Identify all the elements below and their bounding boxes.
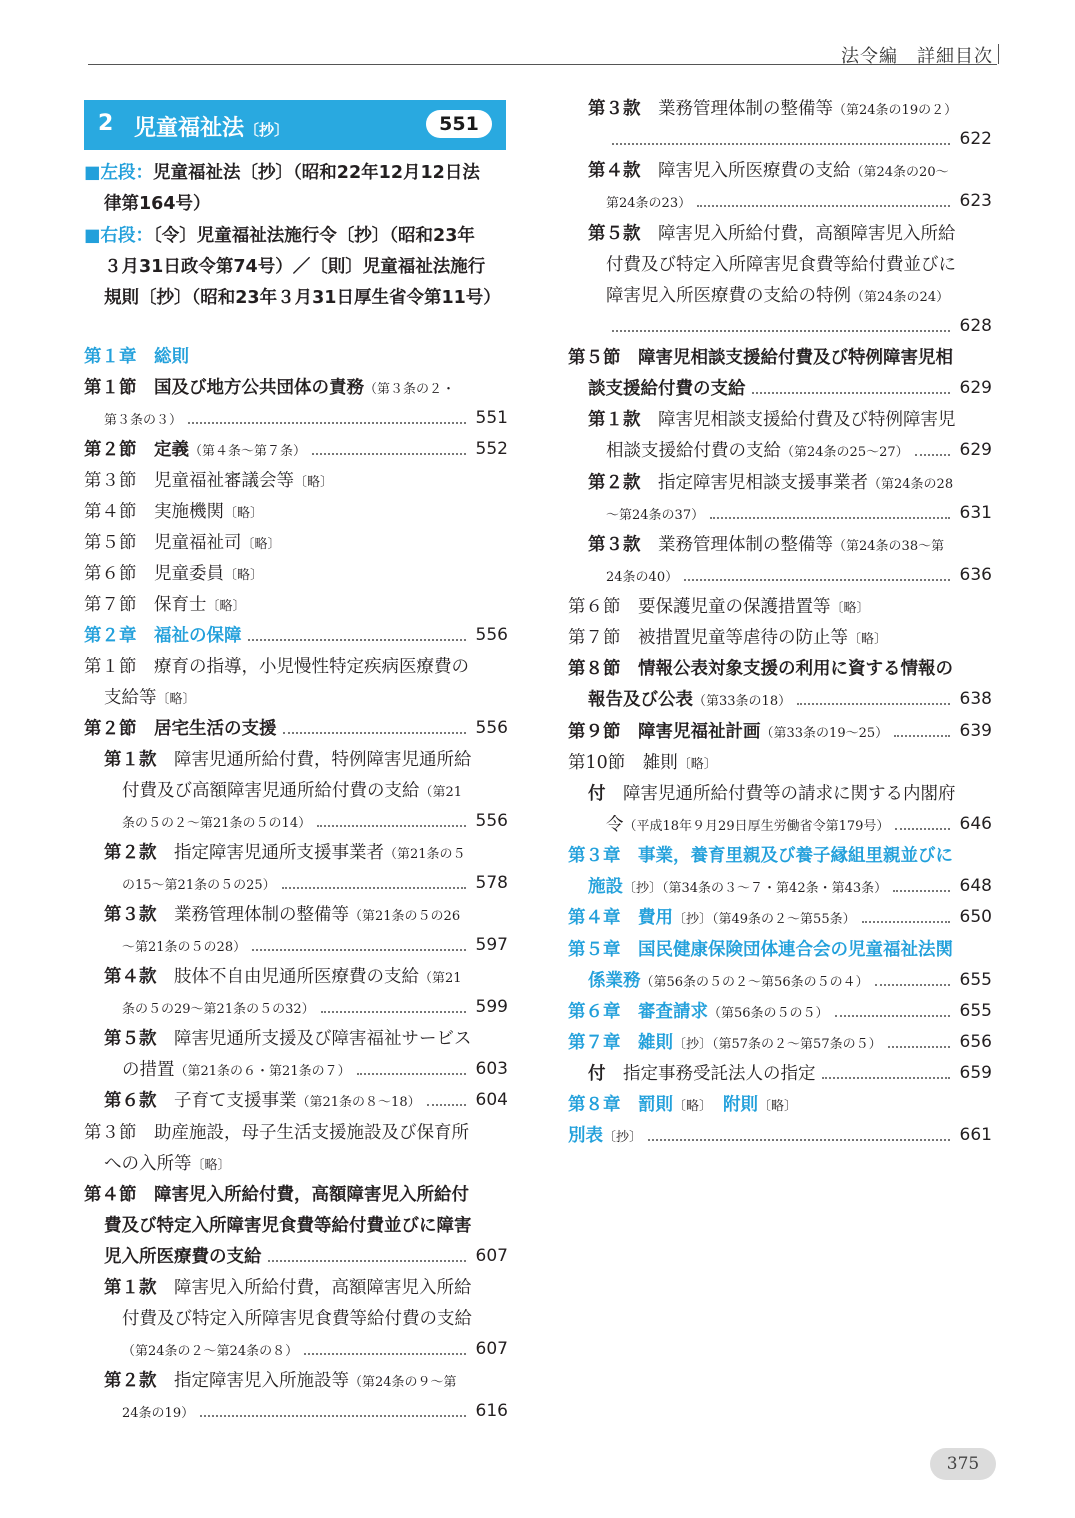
toc-entry bbox=[588, 472, 953, 496]
dot-leader bbox=[188, 422, 466, 424]
intro-left-line-1: ■左段：児童福祉法〔抄〕（昭和22年12月12日法 bbox=[84, 163, 480, 183]
toc-entry-bold: 費及び特定入所障害児食費等給付費並びに障害 bbox=[104, 1215, 472, 1236]
toc-page-number: 631 bbox=[959, 502, 992, 523]
toc-entry-sm: （第24条の28 bbox=[868, 476, 954, 492]
toc-entry-sm: （第21条の５ bbox=[384, 847, 466, 863]
toc-entry-text: 第６節 児童委員 bbox=[84, 564, 224, 585]
toc-page-number: 655 bbox=[959, 969, 992, 990]
toc-entry-sm: 〔略〕 bbox=[848, 632, 888, 648]
law-number: 2 bbox=[98, 111, 114, 136]
dot-leader bbox=[282, 887, 466, 889]
toc-entry bbox=[104, 687, 196, 711]
dot-leader bbox=[697, 205, 950, 207]
toc-entry-bold: 第４節 障害児入所給付費，高額障害児入所給付 bbox=[84, 1184, 469, 1205]
toc-entry-sm: ～第21条の５の28） bbox=[122, 940, 247, 956]
toc-entry-bold: 第２款 bbox=[104, 1370, 157, 1391]
toc-entry-sm: （第56条の５の５） bbox=[708, 1005, 829, 1021]
toc-entry-sm: 〔略〕 bbox=[677, 756, 717, 772]
toc-entry-sm: （第33条の19～25） bbox=[760, 725, 889, 741]
toc-entry-sm: 〔略〕 bbox=[224, 506, 264, 522]
toc-entry-bold: 第５款 bbox=[104, 1029, 157, 1050]
toc-entry-bold: 第１款 bbox=[104, 750, 157, 771]
toc-entry-text: 第10節 雑則 bbox=[568, 752, 678, 773]
toc-entry bbox=[84, 625, 242, 647]
toc-entry bbox=[568, 1001, 829, 1025]
toc-entry bbox=[606, 565, 678, 589]
toc-entry-text: 第６節 要保護児童の保護措置等 bbox=[568, 597, 831, 618]
toc-page-number: 556 bbox=[475, 718, 508, 739]
toc-entry-sm: 〔抄〕（第34条の３～７・第42条・第43条） bbox=[623, 881, 888, 897]
toc-entry bbox=[588, 160, 949, 184]
dot-leader bbox=[317, 825, 466, 827]
toc-entry-text: 指定障害児相談支援事業者 bbox=[640, 472, 868, 493]
toc-entry bbox=[104, 1246, 262, 1268]
toc-entry-bold: 第８節 情報公表対象支援の利用に資する情報の bbox=[568, 659, 953, 680]
toc-entry-sm: 〔略〕 bbox=[206, 599, 246, 615]
toc-page-number: 628 bbox=[959, 315, 992, 336]
dot-leader bbox=[710, 517, 950, 519]
toc-page-number: 578 bbox=[475, 873, 508, 894]
toc-entry bbox=[122, 997, 315, 1021]
toc-page-number: 623 bbox=[959, 191, 992, 212]
toc-entry-text: 付費及び特定入所障害児食費等給付費並びに bbox=[606, 254, 956, 275]
toc-entry bbox=[84, 532, 281, 556]
toc-entry bbox=[568, 347, 953, 369]
toc-entry-bold: 談支援給付費の支給 bbox=[588, 379, 746, 400]
toc-entry bbox=[84, 563, 263, 587]
toc-entry bbox=[568, 1125, 642, 1149]
toc-entry-bold: 第２款 bbox=[104, 843, 157, 864]
toc-entry-bold: 第６款 bbox=[104, 1091, 157, 1112]
toc-entry bbox=[104, 1153, 231, 1177]
toc-entry-sm: の15～第21条の５の25） bbox=[122, 878, 276, 894]
toc-entry bbox=[588, 876, 887, 900]
toc-entry bbox=[606, 503, 704, 527]
toc-entry-text: 業務管理体制の整備等 bbox=[156, 905, 349, 926]
intro-right-line-2: ３月31日政令第74号）／〔則〕児童福祉法施行 bbox=[104, 257, 486, 277]
law-title: 児童福祉法〔抄〕 bbox=[134, 116, 290, 141]
toc-page-number: 648 bbox=[959, 876, 992, 897]
toc-entry bbox=[84, 501, 263, 525]
toc-entry-sm: （第３条の２・ bbox=[364, 382, 456, 398]
dot-leader bbox=[252, 949, 466, 951]
toc-entry-bold: 報告及び公表 bbox=[588, 690, 693, 711]
toc-entry bbox=[122, 1059, 351, 1083]
toc-entry-text: 相談支援給付費の支給 bbox=[606, 441, 781, 462]
toc-page-number: 646 bbox=[959, 813, 992, 834]
toc-entry bbox=[104, 1215, 472, 1237]
toc-entry-sm: （第21 bbox=[419, 785, 463, 801]
toc-page-number: 661 bbox=[959, 1125, 992, 1146]
toc-entry bbox=[588, 223, 956, 245]
toc-entry bbox=[122, 935, 246, 959]
toc-entry-sm2: 〔略〕 bbox=[758, 1099, 798, 1115]
toc-entry-bold: 第８章 罰則 bbox=[568, 1095, 673, 1116]
toc-entry-sm: （第24条の９～第 bbox=[349, 1374, 457, 1390]
dot-leader bbox=[312, 453, 466, 455]
toc-entry-sm: （第21条の６・第21条の７） bbox=[174, 1064, 351, 1080]
toc-entry-sm: 24条の40） bbox=[606, 569, 679, 585]
toc-entry bbox=[588, 1063, 816, 1085]
toc-entry bbox=[84, 1184, 469, 1206]
toc-entry-bold: 第４款 bbox=[588, 161, 641, 182]
toc-entry-bold: 第５款 bbox=[588, 223, 641, 244]
toc-page-number: 639 bbox=[959, 720, 992, 741]
running-header: 法令編 詳細目次 bbox=[841, 46, 993, 67]
toc-entry bbox=[588, 534, 944, 558]
intro-left-line-2: 律第164号） bbox=[104, 194, 211, 214]
toc-entry-sm: 24条の19） bbox=[122, 1405, 195, 1421]
toc-entry bbox=[104, 1090, 421, 1114]
toc-entry-sm: 〔抄〕（第57条の２～第57条の５） bbox=[673, 1036, 882, 1052]
toc-entry bbox=[84, 656, 469, 678]
toc-entry-text: 付費及び高額障害児通所給付費の支給 bbox=[122, 781, 420, 802]
toc-entry-sm: （第24条の19の２） bbox=[833, 103, 958, 118]
toc-entry bbox=[568, 1032, 882, 1056]
toc-entry-sm: 条の５の29～第21条の５の32） bbox=[122, 1002, 315, 1018]
toc-entry-text: 第７節 保育士 bbox=[84, 595, 207, 616]
toc-entry bbox=[568, 658, 953, 680]
toc-entry-bold2: 附則 bbox=[705, 1095, 759, 1116]
toc-entry-bold: 第３章 事業，養育里親及び養子縁組里親並びに bbox=[568, 846, 953, 867]
toc-entry bbox=[568, 721, 888, 745]
dot-leader bbox=[752, 392, 951, 394]
toc-page-number: 556 bbox=[475, 811, 508, 832]
toc-page-number: 551 bbox=[475, 408, 508, 429]
law-page-badge: 551 bbox=[426, 110, 492, 138]
toc-entry bbox=[568, 907, 856, 931]
dot-leader bbox=[268, 1260, 467, 1262]
toc-entry bbox=[568, 752, 717, 776]
toc-entry-bold: 第１節 国及び地方公共団体の責務 bbox=[84, 378, 364, 399]
header-bracket bbox=[992, 44, 999, 64]
toc-page-number: 552 bbox=[475, 439, 508, 460]
toc-entry-bold: 付 bbox=[588, 1064, 606, 1085]
toc-page-number: 603 bbox=[475, 1059, 508, 1080]
toc-entry-bold: 第２節 居宅生活の支援 bbox=[84, 719, 277, 740]
toc-entry-text: 障害児相談支援給付費及び特例障害児 bbox=[640, 410, 956, 431]
dot-leader bbox=[248, 639, 467, 641]
toc-entry-text: 第５節 児童福祉司 bbox=[84, 533, 242, 554]
toc-entry-text: 指定事務受託法人の指定 bbox=[605, 1064, 816, 1085]
toc-entry bbox=[588, 378, 746, 400]
toc-entry-text: 障害児入所医療費の支給の特例 bbox=[606, 285, 851, 306]
toc-entry bbox=[84, 470, 333, 494]
intro-right-line-1: ■右段：〔令〕児童福祉法施行令〔抄〕（昭和23年 bbox=[84, 226, 475, 246]
toc-entry-sm: （第24条の24） bbox=[851, 289, 950, 305]
toc-entry-sm: （平成18年９月29日厚生労働省令第179号） bbox=[623, 818, 890, 834]
toc-entry-text: の措置 bbox=[122, 1060, 175, 1081]
toc-entry-text: 障害児通所給付費等の請求に関する内閣府 bbox=[605, 783, 956, 804]
toc-entry-sm: （第24条の２～第24条の８） bbox=[122, 1343, 299, 1359]
toc-entry bbox=[122, 873, 276, 897]
toc-entry bbox=[588, 98, 957, 122]
toc-entry-bold: 第１章 総則 bbox=[84, 347, 189, 367]
toc-entry-sm: 〔略〕 bbox=[830, 601, 870, 617]
dot-leader bbox=[283, 732, 467, 734]
dot-leader bbox=[612, 330, 950, 332]
dot-leader bbox=[304, 1353, 466, 1355]
toc-entry bbox=[588, 409, 956, 431]
toc-entry-bold: 第７章 雑則 bbox=[568, 1032, 673, 1053]
toc-entry-bold: 第１款 bbox=[104, 1277, 157, 1298]
toc-entry bbox=[122, 1339, 298, 1363]
toc-page-number: 616 bbox=[475, 1400, 508, 1421]
dot-leader bbox=[797, 703, 950, 705]
toc-page-number: 636 bbox=[959, 564, 992, 585]
toc-entry bbox=[606, 285, 949, 309]
toc-entry-sm: （第56条の５の２～第56条の５の４） bbox=[640, 974, 869, 990]
toc-entry-text: 障害児入所給付費，高額障害児入所給 bbox=[640, 223, 956, 244]
toc-entry bbox=[568, 596, 870, 620]
toc-page-number: 650 bbox=[959, 907, 992, 928]
toc-entry-sm: （第24条の38～第 bbox=[833, 538, 945, 554]
toc-entry-text: 障害児入所医療費の支給 bbox=[640, 161, 851, 182]
toc-entry-text: 第７節 被措置児童等虐待の防止等 bbox=[568, 628, 848, 649]
dot-leader bbox=[875, 984, 950, 986]
toc-entry bbox=[84, 594, 246, 618]
toc-entry bbox=[588, 970, 869, 994]
dot-leader bbox=[862, 921, 950, 923]
toc-entry bbox=[104, 904, 460, 928]
toc-page-number: 556 bbox=[475, 625, 508, 646]
toc-entry-sm: （第24条の25～27） bbox=[781, 445, 909, 461]
toc-entry-bold: 付 bbox=[588, 783, 606, 804]
toc-entry-sm: 〔略〕 bbox=[673, 1099, 706, 1115]
toc-entry-text: 令 bbox=[606, 814, 624, 835]
dot-leader bbox=[321, 1011, 466, 1013]
toc-entry bbox=[606, 191, 691, 215]
toc-entry-text: 第４節 実施機関 bbox=[84, 502, 224, 523]
dot-leader bbox=[822, 1077, 951, 1079]
dot-leader bbox=[888, 1046, 950, 1048]
toc-entry-sm: （第21条の５の26 bbox=[349, 909, 461, 925]
toc-entry-text: 子育て支援事業 bbox=[156, 1091, 297, 1112]
dot-leader bbox=[915, 454, 950, 456]
toc-entry-text: 第３節 助産施設，母子生活支援施設及び保育所 bbox=[84, 1122, 469, 1143]
toc-entry bbox=[84, 718, 277, 740]
toc-page-number: 607 bbox=[475, 1245, 508, 1266]
toc-entry bbox=[122, 1308, 472, 1330]
toc-entry bbox=[104, 1277, 472, 1299]
toc-page-number: 656 bbox=[959, 1031, 992, 1052]
dot-leader bbox=[894, 735, 950, 737]
toc-entry-sm: 〔略〕 bbox=[224, 568, 264, 584]
toc-entry bbox=[588, 689, 791, 713]
toc-entry-bold: 別表 bbox=[568, 1126, 603, 1147]
toc-entry bbox=[122, 811, 311, 835]
page-number: 375 bbox=[930, 1448, 996, 1480]
toc-entry-sm: （第21条の８～18） bbox=[296, 1095, 421, 1111]
toc-entry-bold: 施設 bbox=[588, 877, 623, 898]
dot-leader bbox=[835, 1015, 950, 1017]
toc-entry bbox=[104, 966, 462, 990]
toc-entry-sm: 〔抄〕 bbox=[603, 1130, 643, 1146]
toc-entry-sm: 〔略〕 bbox=[156, 692, 196, 708]
toc-entry-text: 障害児通所支援及び障害福祉サービス bbox=[156, 1029, 472, 1050]
toc-entry bbox=[104, 749, 472, 771]
toc-entry-sm: 〔略〕 bbox=[191, 1157, 231, 1173]
toc-entry-bold: 第３款 bbox=[588, 534, 641, 555]
dot-leader bbox=[895, 828, 950, 830]
toc-entry-text: 指定障害児入所施設等 bbox=[156, 1370, 349, 1391]
toc-entry-text: 障害児通所給付費，特例障害児通所給 bbox=[156, 750, 472, 771]
toc-page-number: 659 bbox=[959, 1063, 992, 1084]
toc-page-number: 629 bbox=[959, 378, 992, 399]
toc-entry bbox=[606, 814, 889, 838]
toc-entry-sm: （第33条の18） bbox=[693, 694, 792, 710]
toc-entry-bold: 第２節 定義 bbox=[84, 440, 189, 461]
toc-entry bbox=[606, 254, 956, 276]
toc-entry bbox=[588, 783, 956, 805]
toc-entry-sm: 〔略〕 bbox=[294, 475, 334, 491]
toc-entry-bold: 第４款 bbox=[104, 967, 157, 988]
toc-entry-sm: 〔略〕 bbox=[241, 537, 281, 553]
toc-entry bbox=[104, 842, 466, 866]
toc-entry-sm: 条の５の２～第21条の５の14） bbox=[122, 816, 312, 832]
law-banner bbox=[84, 100, 506, 150]
header-rule bbox=[88, 64, 997, 65]
toc-entry-bold: 第６章 審査請求 bbox=[568, 1001, 708, 1022]
dot-leader bbox=[357, 1073, 466, 1075]
dot-leader bbox=[612, 143, 950, 145]
toc-entry-text: 付費及び特定入所障害児食費等給付費の支給 bbox=[122, 1308, 472, 1329]
toc-entry bbox=[568, 627, 887, 651]
toc-entry bbox=[122, 1401, 194, 1425]
toc-entry-text: 支給等 bbox=[104, 688, 157, 709]
toc-entry bbox=[122, 780, 462, 804]
toc-entry bbox=[104, 408, 182, 432]
toc-entry-text: 障害児入所給付費，高額障害児入所給 bbox=[156, 1277, 472, 1298]
dot-leader bbox=[893, 890, 950, 892]
toc-entry bbox=[568, 845, 953, 867]
intro-right-line-3: 規則〔抄〕（昭和23年３月31日厚生省令第11号） bbox=[104, 288, 501, 308]
toc-entry-text: 肢体不自由児通所医療費の支給 bbox=[156, 967, 419, 988]
toc-entry-bold: 第５節 障害児相談支援給付費及び特例障害児相 bbox=[568, 348, 953, 369]
toc-page-number: 599 bbox=[475, 997, 508, 1018]
toc-entry bbox=[104, 1370, 457, 1394]
toc-entry bbox=[84, 1122, 469, 1144]
toc-entry-bold: 第５章 国民健康保険団体連合会の児童福祉法関 bbox=[568, 939, 953, 960]
toc-entry-sm: （第24条の20～ bbox=[850, 165, 949, 181]
toc-entry bbox=[568, 939, 953, 961]
toc-entry-text: 業務管理体制の整備等 bbox=[640, 99, 833, 119]
toc-entry-text: 第３節 児童福祉審議会等 bbox=[84, 471, 294, 492]
dot-leader bbox=[684, 579, 950, 581]
toc-entry-bold: 第３款 bbox=[588, 99, 641, 119]
toc-entry bbox=[606, 440, 909, 464]
toc-entry-text: への入所等 bbox=[104, 1153, 192, 1174]
toc-entry bbox=[84, 346, 189, 368]
toc-entry-sm: ～第24条の37） bbox=[606, 507, 705, 523]
toc-entry-sm: 第３条の３） bbox=[104, 413, 183, 429]
toc-entry-bold: 第９節 障害児福祉計画 bbox=[568, 721, 761, 742]
toc-entry-text: 指定障害児通所支援事業者 bbox=[156, 843, 384, 864]
toc-entry-bold: 第２款 bbox=[588, 472, 641, 493]
toc-page-number: 655 bbox=[959, 1000, 992, 1021]
dot-leader bbox=[648, 1139, 950, 1141]
toc-entry-bold: 第３款 bbox=[104, 905, 157, 926]
toc-entry bbox=[104, 1028, 472, 1050]
dot-leader bbox=[200, 1415, 466, 1417]
toc-entry-bold: 第１款 bbox=[588, 410, 641, 431]
toc-entry-text: 業務管理体制の整備等 bbox=[640, 534, 833, 555]
toc-entry-sm: （第４条～第７条） bbox=[189, 444, 307, 460]
toc-entry-bold: 第４章 費用 bbox=[568, 908, 673, 929]
toc-page-number: 622 bbox=[959, 129, 992, 150]
toc-entry-bold: 係業務 bbox=[588, 970, 641, 991]
toc-entry bbox=[84, 377, 455, 401]
toc-page-number: 629 bbox=[959, 440, 992, 461]
toc-entry bbox=[568, 1094, 797, 1118]
toc-page-number: 638 bbox=[959, 689, 992, 710]
toc-page-number: 597 bbox=[475, 935, 508, 956]
toc-entry-bold: 第２章 福祉の保障 bbox=[84, 626, 242, 647]
toc-entry-sm: 第24条の23） bbox=[606, 196, 692, 212]
toc-entry-text: 第１節 療育の指導，小児慢性特定疾病医療費の bbox=[84, 657, 469, 678]
dot-leader bbox=[427, 1104, 466, 1106]
toc-entry-bold: 児入所医療費の支給 bbox=[104, 1246, 262, 1267]
toc-page-number: 604 bbox=[475, 1090, 508, 1111]
toc-entry bbox=[84, 439, 306, 463]
toc-page-number: 607 bbox=[475, 1338, 508, 1359]
toc-entry-sm: （第21 bbox=[419, 971, 462, 987]
toc-entry-sm: 〔抄〕（第49条の２～第55条） bbox=[673, 912, 856, 928]
